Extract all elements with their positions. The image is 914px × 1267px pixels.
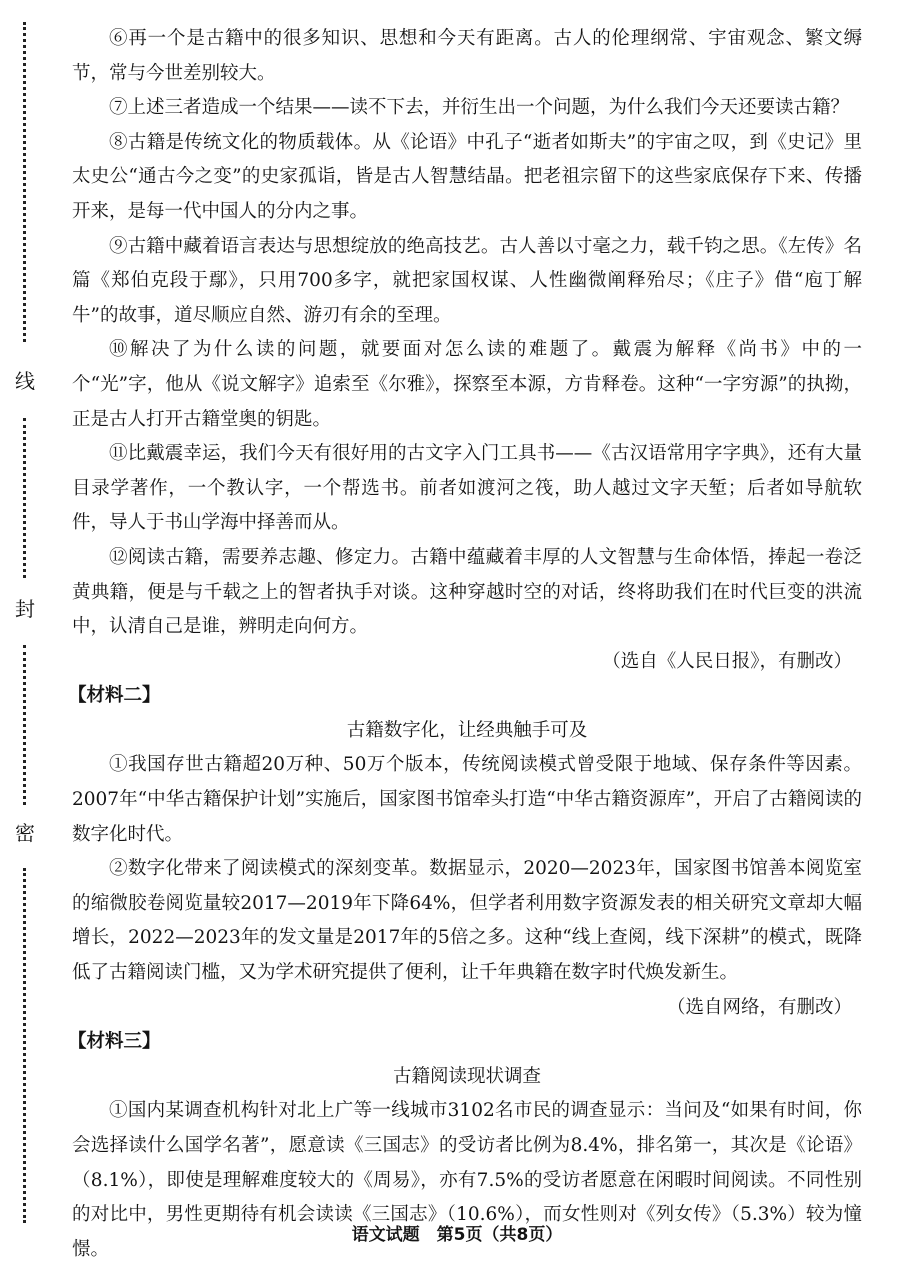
material-2-heading: 【材料二】 xyxy=(68,685,161,707)
paragraph-12: ⑫阅读古籍，需要养志趣、修定力。古籍中蕴藏着丰厚的人文智慧与生命体悟，捧起一卷泛黄典籍，便是与千载之上的智者执手对谈。这种穿越时空的对话，终将助我们在时代巨变的洪流中，认清自己是谁，辨明走向何方。 xyxy=(72,546,862,638)
source-note-1: （选自《人民日报》，有删改） xyxy=(602,650,852,672)
dotted-line xyxy=(23,868,26,1223)
material-2-paragraph-2: ②数字化带来了阅读模式的深刻变革。数据显示，2020—2023年，国家图书馆善本阅览室的缩微胶卷阅览量较2017—2019年下降64%，但学者利用数字资源发表的相关研究文章却大幅增长，2022—2023年的发文量是2017年的5倍之多。这种“线上查阅，线下深耕”的模式，既降低了古籍阅读门槛，又为学术研究提供了便利，让千年典籍在数字时代焕发新生。 xyxy=(72,858,862,984)
paragraph-10: ⑩解决了为什么读的问题，就要面对怎么读的难题了。戴震为解释《尚书》中的一个“光”字，他从《说文解字》追索至《尔雅》，探察至本源，方肯释卷。这种“一字穷源”的执拗，正是古人打开古籍堂奥的钥匙。 xyxy=(72,339,862,430)
paragraph-6: ⑥再一个是古籍中的很多知识、思想和今天有距离。古人的伦理纲常、宇宙观念、繁文缛节，常与今世差别较大。 xyxy=(72,28,862,84)
material-3-heading: 【材料三】 xyxy=(68,1031,161,1053)
dotted-line xyxy=(23,22,26,342)
binding-margin xyxy=(14,0,36,1252)
binding-char-mi: 密 xyxy=(15,821,35,845)
paragraph-8: ⑧古籍是传统文化的物质载体。从《论语》中孔子“逝者如斯夫”的宇宙之叹，到《史记》里太史公“通古今之变”的史家孤诣，皆是古人智慧结晶。把老祖宗留下的这些家底保存下来、传播开来，是每一代中国人的分内之事。 xyxy=(72,131,862,222)
paragraph-9: ⑨古籍中藏着语言表达与思想绽放的绝高技艺。古人善以寸毫之力，载千钧之思。《左传》名篇《郑伯克段于鄢》，只用700多字，就把家国权谋、人性幽微阐释殆尽；《庄子》借“庖丁解牛”的故事，道尽顺应自然、游刃有余的至理。 xyxy=(72,235,862,326)
material-2-title: 古籍数字化，让经典触手可及 xyxy=(346,719,588,741)
dotted-line xyxy=(23,418,26,578)
paragraph-7: ⑦上述三者造成一个结果——读不下去，并衍生出一个问题，为什么我们今天还要读古籍？ xyxy=(109,97,850,119)
material-3-title: 古籍阅读现状调查 xyxy=(392,1065,541,1087)
material-2-paragraph-1: ①我国存世古籍超20万种、50万个版本，传统阅读模式曾受限于地域、保存条件等因素。2007年“中华古籍保护计划”实施后，国家图书馆牵头打造“中华古籍资源库”，开启了古籍阅读的数字化时代。 xyxy=(72,754,862,845)
binding-char-feng: 封 xyxy=(15,597,35,621)
page-footer: 语文试题 第5页（共8页） xyxy=(351,1225,563,1245)
exam-content xyxy=(68,22,862,1267)
dotted-line xyxy=(23,645,26,805)
source-note-2: （选自网络，有删改） xyxy=(666,996,852,1018)
material-3-paragraph-1: ①国内某调查机构针对北上广等一线城市3102名市民的调查显示：当问及“如果有时间，你会选择读什么国学名著”，愿意读《三国志》的受访者比例为8.4%，排名第一，其次是《论语》（8.1%），即使是理解难度较大的《周易》，亦有7.5%的受访者愿意在闲暇时间阅读。不同性别的对比中，男性更期待有机会读读《三国志》（10.6%），而女性则对《列女传》（5.3%）较为憧憬。 xyxy=(72,1100,862,1260)
binding-char-xian: 线 xyxy=(15,369,35,393)
paragraph-11: ⑪比戴震幸运，我们今天有很好用的古文字入门工具书——《古汉语常用字字典》，还有大量目录学著作，一个教认字，一个帮选书。前者如渡河之筏，助人越过文字天堑；后者如导航软件，导人于书山学海中择善而从。 xyxy=(72,443,862,534)
